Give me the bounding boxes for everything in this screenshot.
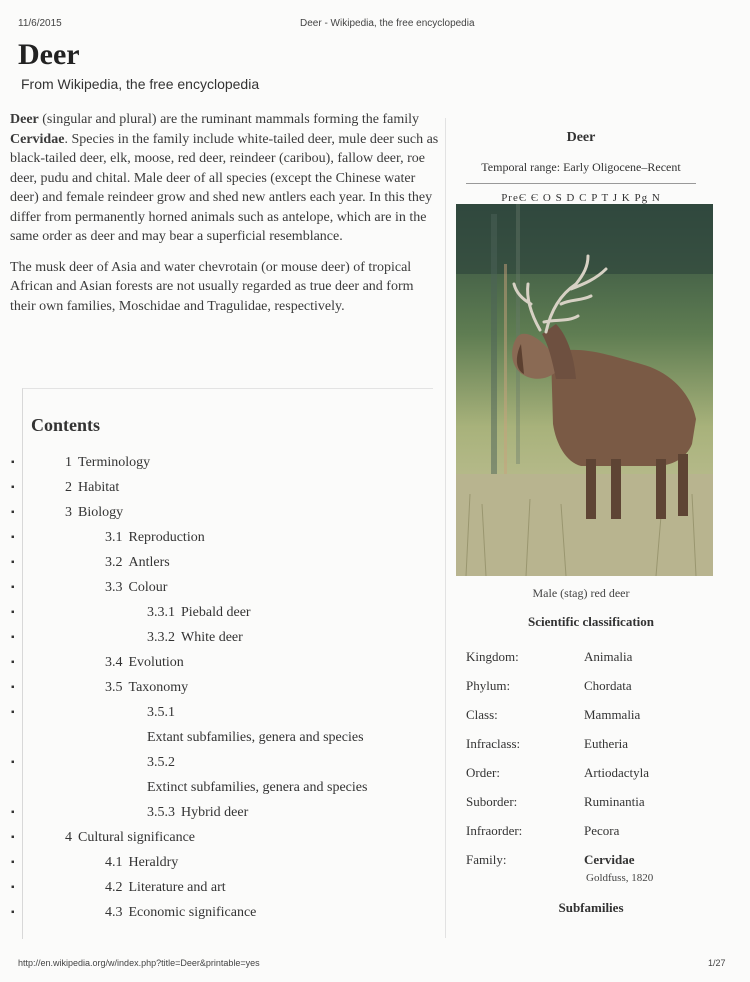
toc-item[interactable] bbox=[23, 600, 433, 625]
toc-item[interactable] bbox=[23, 875, 433, 900]
toc-item[interactable] bbox=[23, 525, 433, 550]
print-footer-page: 1/27 bbox=[708, 958, 726, 968]
toc-item-number: 3.2 bbox=[105, 555, 123, 570]
intro-text bbox=[10, 110, 440, 327]
taxonomy-value-link[interactable]: Chordata bbox=[584, 677, 632, 693]
toc-item-number: 2 bbox=[65, 480, 72, 495]
toc-item-label[interactable]: Extant subfamilies, genera and species bbox=[147, 730, 364, 745]
intro-paragraph-2: The musk deer of Asia and water chevrotain (or mouse deer) of tropical African and Asian forests are not usually regarded as true deer and form their own families, Moschidae and Tragulidae, respectively. bbox=[10, 259, 414, 314]
toc-item[interactable] bbox=[23, 475, 433, 500]
toc-item[interactable] bbox=[23, 850, 433, 875]
image-caption: Male (stag) red deer bbox=[532, 586, 630, 600]
toc-item[interactable] bbox=[23, 500, 433, 525]
toc-item-number: 4.2 bbox=[105, 880, 123, 895]
toc-item-number: 3.5 bbox=[105, 680, 123, 695]
toc-item[interactable] bbox=[23, 450, 433, 475]
toc-item[interactable] bbox=[23, 625, 433, 650]
taxonomy-value-link[interactable]: Cervidae bbox=[584, 851, 635, 867]
taxonomy-value-link[interactable]: Mammalia bbox=[584, 706, 641, 722]
toc-item-number: 4.1 bbox=[105, 855, 123, 870]
red-deer-photo[interactable] bbox=[456, 204, 713, 576]
subfamilies-heading: Subfamilies bbox=[558, 900, 624, 915]
infobox-name: Deer bbox=[566, 130, 596, 145]
temporal-range-bar bbox=[466, 183, 696, 184]
toc-item-label[interactable]: Cultural significance bbox=[78, 830, 196, 845]
toc-item-number: 3.5.2 bbox=[147, 755, 175, 770]
taxonomy-value-link[interactable]: Artiodactyla bbox=[584, 764, 649, 780]
toc-heading: Contents bbox=[31, 415, 101, 435]
page-subtitle: From Wikipedia, the free encyclopedia bbox=[21, 76, 260, 92]
taxonomy-row bbox=[466, 729, 716, 758]
toc-item[interactable] bbox=[23, 900, 433, 925]
toc-item[interactable] bbox=[23, 575, 433, 600]
toc-item-number: 3.3.1 bbox=[147, 605, 175, 620]
toc-item-label[interactable]: Evolution bbox=[128, 655, 184, 670]
intro-family-link[interactable]: Cervidae bbox=[10, 131, 65, 147]
infobox bbox=[445, 118, 716, 938]
toc-item[interactable] bbox=[23, 675, 433, 700]
toc-item-number: 3.1 bbox=[105, 530, 123, 545]
toc-item-label[interactable]: Biology bbox=[78, 505, 124, 520]
toc-item-label[interactable]: Terminology bbox=[78, 455, 151, 470]
print-header-date: 11/6/2015 bbox=[18, 18, 62, 29]
red-deer-illustration bbox=[456, 204, 713, 576]
toc-item-label[interactable]: Habitat bbox=[78, 480, 120, 495]
print-header-title: Deer - Wikipedia, the free encyclopedia bbox=[300, 18, 475, 29]
taxonomy-table bbox=[466, 642, 716, 874]
taxonomy-rank: Infraclass: bbox=[466, 735, 521, 751]
toc-item-label[interactable]: Literature and art bbox=[128, 880, 226, 895]
toc-item-number: 4.3 bbox=[105, 905, 123, 920]
taxonomy-value-link[interactable]: Pecora bbox=[584, 822, 620, 838]
taxonomy-row bbox=[466, 845, 716, 874]
taxonomy-row bbox=[466, 700, 716, 729]
toc-item[interactable] bbox=[23, 825, 433, 850]
taxonomy-row bbox=[466, 671, 716, 700]
toc-list bbox=[23, 450, 433, 925]
taxonomy-row bbox=[466, 642, 716, 671]
toc-item[interactable] bbox=[23, 550, 433, 575]
taxonomy-rank: Suborder: bbox=[466, 793, 518, 809]
scientific-classification-heading: Scientific classification bbox=[527, 614, 654, 629]
taxonomy-rank: Order: bbox=[466, 764, 500, 780]
toc-item-number: 1 bbox=[65, 455, 72, 470]
toc-item-label[interactable]: Heraldry bbox=[128, 855, 179, 870]
toc-item[interactable] bbox=[23, 650, 433, 675]
toc-item-number: 3.3 bbox=[105, 580, 123, 595]
print-footer-url: http://en.wikipedia.org/w/index.php?title=Deer&printable=yes bbox=[18, 958, 260, 968]
geologic-period-codes: PreЄ Є O S D C P T J K Pg N bbox=[501, 192, 661, 204]
toc-item-number: 3.3.2 bbox=[147, 630, 175, 645]
taxonomy-value-link[interactable]: Ruminantia bbox=[584, 793, 645, 809]
taxonomy-row bbox=[466, 787, 716, 816]
taxonomy-rank: Phylum: bbox=[466, 677, 511, 693]
toc-item[interactable] bbox=[23, 700, 433, 750]
intro-text-b: . Species in the family include white-tailed deer, mule deer such as black-tailed deer, elk, moose, red deer, reindeer (caribou), fallow deer, roe deer, pudu and chital. Male deer of all species (except the Chinese water deer) and female reindeer grow and shed new antlers each year. In this they differ from permanently horned animals such as antelope, which are in the same order as deer and may bear a superficial resemblance. bbox=[10, 131, 439, 244]
taxonomy-rank: Kingdom: bbox=[466, 648, 519, 664]
taxonomy-value-link[interactable]: Animalia bbox=[584, 648, 633, 664]
taxon-authority: Goldfuss, 1820 bbox=[586, 872, 654, 884]
taxonomy-row bbox=[466, 816, 716, 845]
toc-item[interactable] bbox=[23, 750, 433, 800]
toc-item-label[interactable]: Taxonomy bbox=[128, 680, 189, 695]
toc-item-label[interactable]: Extinct subfamilies, genera and species bbox=[147, 780, 368, 795]
toc-item-number: 3.5.1 bbox=[147, 705, 175, 720]
toc-item-number: 4 bbox=[65, 830, 72, 845]
intro-text-a: (singular and plural) are the ruminant mammals forming the family bbox=[38, 112, 419, 127]
table-of-contents bbox=[22, 388, 433, 939]
taxonomy-rank: Infraorder: bbox=[466, 822, 523, 838]
page-title: Deer bbox=[18, 38, 80, 71]
taxonomy-row bbox=[466, 758, 716, 787]
toc-item-label[interactable]: Antlers bbox=[128, 555, 170, 570]
intro-term: Deer bbox=[10, 112, 39, 127]
toc-item-label[interactable]: Piebald deer bbox=[181, 605, 251, 620]
toc-item-number: 3.5.3 bbox=[147, 805, 175, 820]
temporal-range: Temporal range: Early Oligocene–Recent bbox=[481, 160, 681, 174]
intro-paragraph-1 bbox=[10, 110, 440, 247]
toc-item-label[interactable]: White deer bbox=[181, 630, 243, 645]
toc-item-label[interactable]: Hybrid deer bbox=[181, 805, 249, 820]
toc-item-label[interactable]: Reproduction bbox=[128, 530, 205, 545]
toc-item-label[interactable]: Colour bbox=[128, 580, 168, 595]
toc-item-label[interactable]: Economic significance bbox=[128, 905, 257, 920]
toc-item[interactable] bbox=[23, 800, 433, 825]
taxonomy-rank: Family: bbox=[466, 851, 507, 867]
taxonomy-rank: Class: bbox=[466, 706, 498, 722]
toc-item-number: 3.4 bbox=[105, 655, 123, 670]
taxonomy-value-link[interactable]: Eutheria bbox=[584, 735, 629, 751]
toc-item-number: 3 bbox=[65, 505, 72, 520]
